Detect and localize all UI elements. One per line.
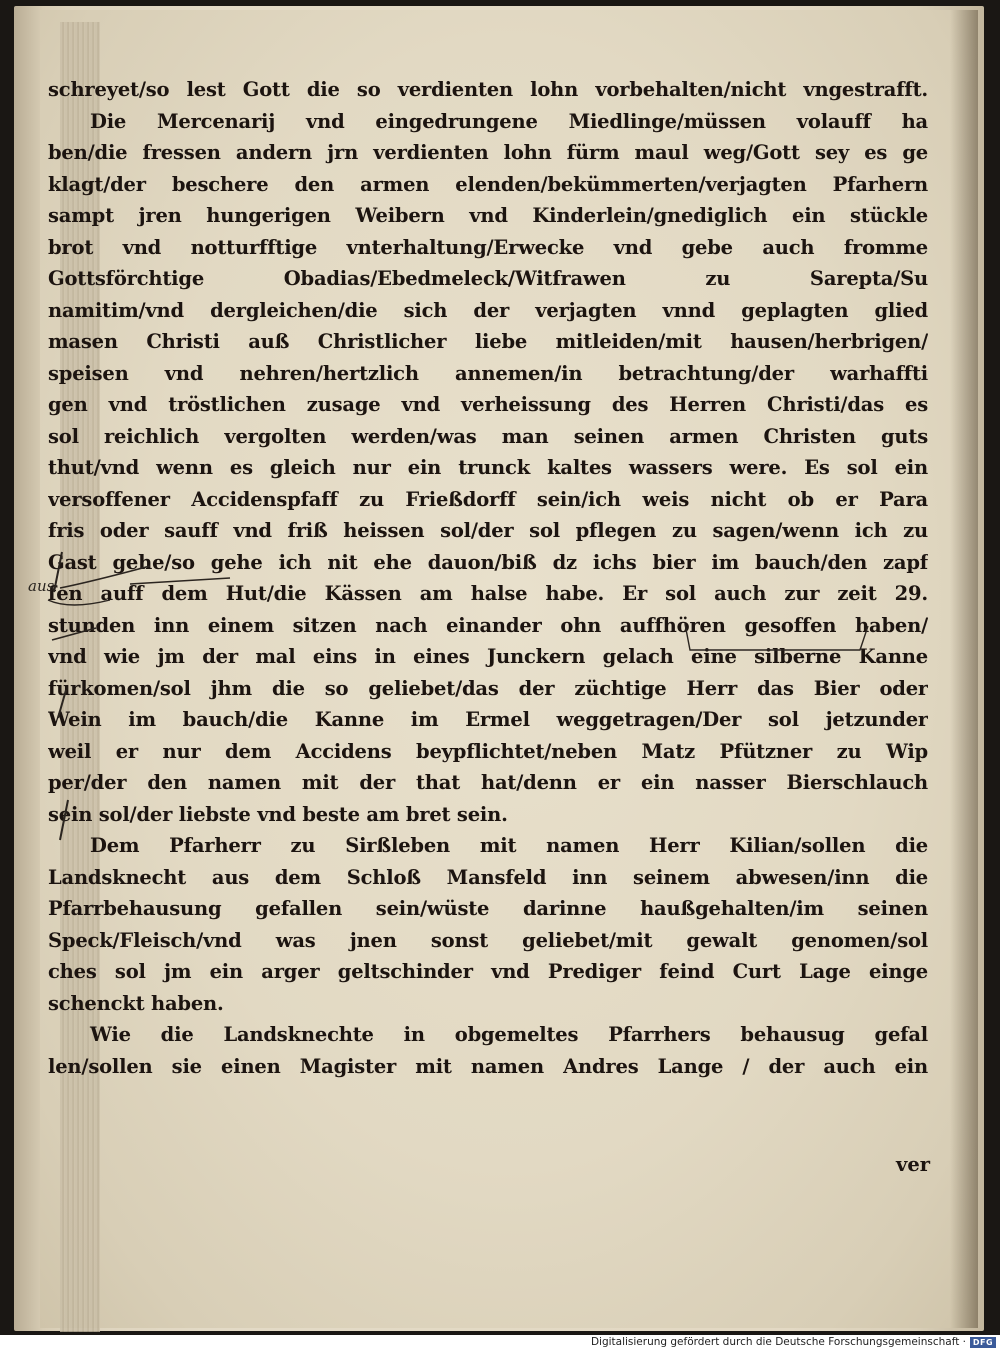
text-line: Speck/Fleisch/vnd was jnen sonst geliebet/mit gewalt genomen/sol	[48, 928, 928, 952]
text-line: klagt/der beschere den armen elenden/bekümmerten/verjagten Pfarhern	[48, 172, 928, 196]
text-line: Landsknecht aus dem Schloß Mansfeld inn seinem abwesen/inn die	[48, 865, 928, 889]
text-line: brot vnd notturfftige vnterhaltung/Erwecke vnd gebe auch fromme	[48, 235, 928, 259]
catchword: ver	[895, 1153, 930, 1176]
text-line: stunden inn einem sitzen nach einander ohn auffhören gesoffen haben/	[48, 613, 928, 637]
footer-bar	[0, 1335, 1000, 1350]
text-line: schenckt haben.	[48, 991, 224, 1015]
annotation-slash	[54, 552, 62, 592]
text-line: Die Mercenarij vnd eingedrungene Miedlinge/müssen volauff ha	[90, 109, 928, 133]
text-line: Wie die Landsknechte in obgemeltes Pfarrhers behausug gefal	[90, 1023, 928, 1046]
margin-note: aus	[28, 577, 55, 595]
annotation-line	[52, 628, 96, 640]
footer-credit: Digitalisierung gefördert durch die Deutsche Forschungsgemeinschaft ·	[590, 1336, 966, 1348]
annotation-underline	[130, 578, 230, 584]
text-line: fris oder sauff vnd friß heissen sol/der sol pflegen zu sagen/wenn ich zu	[48, 519, 928, 542]
text-line: sein sol/der liebste vnd beste am bret sein.	[48, 802, 508, 826]
text-line: Gottsförchtige Obadias/Ebedmeleck/Witfrawen zu Sarepta/Su	[48, 267, 928, 290]
text-line: Wein im bauch/die Kanne im Ermel weggetragen/Der sol jetzunder	[48, 708, 928, 731]
text-line: thut/vnd wenn es gleich nur ein trunck kaltes wassers were. Es sol ein	[48, 456, 928, 479]
text-line: fürkomen/sol jhm die so geliebet/das der züchtige Herr das Bier oder	[48, 676, 928, 700]
text-line: versoffener Accidenspfaff zu Frießdorff sein/ich weis nicht ob er Para	[48, 487, 928, 511]
text-line: schreyet/so lest Gott die so verdienten lohn vorbehalten/nicht vngestrafft.	[48, 78, 928, 101]
text-line: gen vnd tröstlichen zusage vnd verheissung des Herren Christi/das es	[48, 393, 928, 416]
text-line: ches sol jm ein arger geltschinder vnd Prediger feind Curt Lage einge	[48, 960, 928, 983]
annotation-box	[685, 624, 868, 650]
text-line: ben/die fressen andern jrn verdienten lohn fürm maul weg/Gott sey es ge	[48, 141, 928, 164]
text-line: Dem Pfarherr zu Sirßleben mit namen Herr Kilian/sollen die	[90, 834, 928, 857]
text-line: vnd wie jm der mal eins in eines Junckern gelach eine silberne Kanne	[48, 645, 928, 668]
dfg-logo: DFG	[970, 1337, 996, 1348]
text-line: sol reichlich vergolten werden/was man seinen armen Christen guts	[48, 424, 928, 448]
annotation-curve	[60, 566, 150, 588]
text-line: namitim/vnd dergleichen/die sich der verjagten vnnd geplagten glied	[48, 298, 928, 322]
text-line: Gast gehe/so gehe ich nit ehe dauon/biß dz ichs bier im bauch/den zapf	[48, 550, 928, 574]
text-line: sampt jren hungerigen Weibern vnd Kinderlein/gnediglich ein stückle	[48, 204, 928, 227]
text-line: Pfarrbehausung gefallen sein/wüste darinne haußgehalten/im seinen	[48, 897, 928, 920]
text-line: len/sollen sie einen Magister mit namen Andres Lange / der auch ein	[48, 1054, 928, 1078]
text-line: speisen vnd nehren/hertzlich annemen/in betrachtung/der warhaffti	[48, 361, 928, 385]
text-line: weil er nur dem Accidens beypflichtet/neben Matz Pfützner zu Wip	[48, 739, 928, 763]
annotation-slash	[58, 690, 66, 718]
text-line: masen Christi auß Christlicher liebe mitleiden/mit hausen/herbrigen/	[48, 330, 928, 353]
annotation-slash	[60, 800, 68, 840]
annotation-curve	[48, 600, 110, 605]
text-line: fen auff dem Hut/die Kässen am halse habe. Er sol auch zur zeit 29.	[48, 582, 928, 605]
text-line: per/der den namen mit der that hat/denn er ein nasser Bierschlauch	[48, 771, 928, 794]
